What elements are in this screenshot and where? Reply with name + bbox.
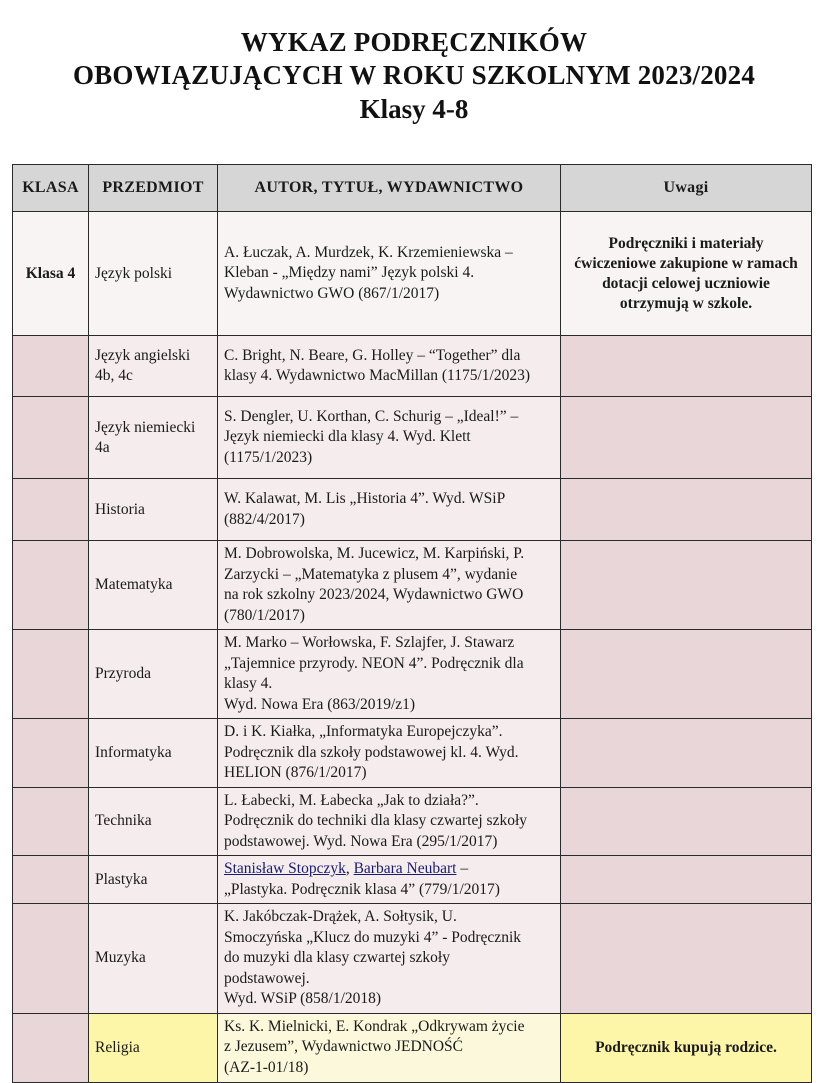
author-line: A. Łuczak, A. Murdzek, K. Krzemieniewska – bbox=[224, 243, 513, 261]
author-line bbox=[224, 859, 554, 880]
cell-przedmiot bbox=[89, 856, 218, 904]
author-line: (1175/1/2023) bbox=[224, 448, 313, 466]
table-header-row bbox=[13, 165, 812, 212]
cell-uwagi bbox=[561, 719, 812, 788]
author-line: C. Bright, N. Beare, G. Holley – “Together” dla bbox=[224, 346, 521, 364]
cell-autor bbox=[218, 1013, 561, 1082]
author-line: M. Dobrowolska, M. Jucewicz, M. Karpiński, P. bbox=[224, 545, 525, 562]
author-line: K. Jakóbczak-Drążek, A. Sołtysik, U. bbox=[224, 908, 457, 925]
link-tail: – bbox=[456, 860, 469, 877]
author-link[interactable]: Stanisław Stopczyk bbox=[224, 860, 346, 877]
cell-przedmiot bbox=[89, 541, 218, 630]
subject-line: Religia bbox=[95, 1038, 140, 1056]
header-autor: AUTOR, TYTUŁ, WYDAWNICTWO bbox=[218, 165, 561, 212]
note-line: otrzymują w szkole. bbox=[619, 294, 753, 312]
cell-uwagi bbox=[561, 856, 812, 904]
cell-uwagi bbox=[561, 630, 812, 719]
author-line: Wydawnictwo GWO (867/1/2017) bbox=[224, 284, 440, 302]
cell-przedmiot bbox=[89, 630, 218, 719]
note-line: ćwiczeniowe zakupione w ramach bbox=[574, 254, 798, 272]
author-line: Kleban - „Między nami” Język polski 4. bbox=[224, 264, 475, 282]
subject-line: Język niemiecki bbox=[95, 418, 196, 436]
table-row bbox=[13, 212, 812, 336]
author-line: (AZ-1-01/18) bbox=[224, 1058, 309, 1076]
cell-uwagi bbox=[561, 397, 812, 479]
author-line: podstawowej. bbox=[224, 969, 310, 987]
cell-klasa bbox=[13, 1013, 89, 1082]
cell-klasa bbox=[13, 479, 89, 541]
cell-przedmiot bbox=[89, 1013, 218, 1082]
cell-klasa bbox=[13, 904, 89, 1014]
author-line: Język niemiecki dla klasy 4. Wyd. Klett bbox=[224, 428, 471, 446]
author-line: „Tajemnice przyrody. NEON 4”. Podręcznik dla bbox=[224, 654, 524, 672]
author-link[interactable]: Barbara Neubart bbox=[353, 860, 457, 877]
author-line: Wyd. Nowa Era (863/2019/z1) bbox=[224, 695, 416, 713]
cell-przedmiot bbox=[89, 787, 218, 856]
subject-line: 4b, 4c bbox=[95, 367, 133, 384]
table-row bbox=[13, 630, 812, 719]
cell-klasa bbox=[13, 787, 89, 856]
title-line-1: WYKAZ PODRĘCZNIKÓW bbox=[240, 27, 588, 57]
author-line: (882/4/2017) bbox=[224, 510, 305, 528]
author-line: D. i K. Kiałka, „Informatyka Europejczyka”. bbox=[224, 723, 503, 740]
cell-autor bbox=[218, 541, 561, 630]
author-line: z Jezusem”, Wydawnictwo JEDNOŚĆ bbox=[224, 1038, 463, 1056]
author-line: M. Marko – Worłowska, F. Szlajfer, J. Stawarz bbox=[224, 634, 515, 651]
subject-line: Historia bbox=[95, 500, 145, 518]
cell-autor bbox=[218, 630, 561, 719]
author-line: klasy 4. bbox=[224, 675, 273, 692]
cell-klasa bbox=[13, 719, 89, 788]
table-row bbox=[13, 336, 812, 397]
cell-uwagi bbox=[561, 541, 812, 630]
header-przedmiot: PRZEDMIOT bbox=[89, 165, 218, 212]
title-line-2: OBOWIĄZUJĄCYCH W ROKU SZKOLNYM 2023/2024 bbox=[72, 60, 756, 90]
author-line: klasy 4. Wydawnictwo MacMillan (1175/1/2023) bbox=[224, 367, 531, 384]
cell-klasa: Klasa 4 bbox=[13, 212, 89, 336]
cell-klasa bbox=[13, 630, 89, 719]
table-body bbox=[13, 212, 812, 1083]
cell-uwagi bbox=[561, 787, 812, 856]
author-line: do muzyki dla klasy czwartej szkoły bbox=[224, 949, 450, 966]
note-line: Podręczniki i materiały bbox=[608, 234, 764, 252]
subject-line: Informatyka bbox=[95, 743, 172, 761]
author-line: Ks. K. Mielnicki, E. Kondrak „Odkrywam życie bbox=[224, 1017, 525, 1035]
cell-autor bbox=[218, 719, 561, 788]
author-line: Podręcznik dla szkoły podstawowej kl. 4. Wyd. bbox=[224, 743, 519, 761]
cell-przedmiot bbox=[89, 904, 218, 1014]
author-line: Smoczyńska „Klucz do muzyki 4” - Podręcznik bbox=[224, 928, 521, 946]
subject-line: Język angielski bbox=[95, 347, 191, 364]
cell-klasa bbox=[13, 856, 89, 904]
subject-line: Język polski bbox=[95, 264, 173, 282]
subject-line: Muzyka bbox=[95, 949, 146, 967]
cell-uwagi bbox=[561, 1013, 812, 1082]
table-row bbox=[13, 1013, 812, 1082]
cell-przedmiot bbox=[89, 397, 218, 479]
cell-przedmiot bbox=[89, 336, 218, 397]
link-separator: , bbox=[345, 860, 354, 877]
cell-uwagi bbox=[561, 479, 812, 541]
subject-line: Matematyka bbox=[95, 576, 173, 593]
author-line: Zarzycki – „Matematyka z plusem 4”, wydanie bbox=[224, 565, 518, 583]
document-title bbox=[0, 0, 828, 126]
note-line: Podręcznik kupują rodzice. bbox=[595, 1038, 777, 1056]
author-line: (780/1/2017) bbox=[224, 606, 305, 624]
header-klasa: KLASA bbox=[13, 165, 89, 212]
cell-uwagi bbox=[561, 904, 812, 1014]
author-line: Podręcznik do techniki dla klasy czwartej szkoły bbox=[224, 812, 528, 829]
cell-klasa bbox=[13, 336, 89, 397]
table-row bbox=[13, 541, 812, 630]
table-row bbox=[13, 397, 812, 479]
subject-line: Plastyka bbox=[95, 870, 148, 888]
header-uwagi: Uwagi bbox=[561, 165, 812, 212]
subject-line: Technika bbox=[95, 812, 152, 830]
cell-autor bbox=[218, 904, 561, 1014]
cell-autor bbox=[218, 336, 561, 397]
cell-przedmiot bbox=[89, 212, 218, 336]
cell-klasa bbox=[13, 541, 89, 630]
cell-autor bbox=[218, 856, 561, 904]
subject-line: Przyroda bbox=[95, 665, 151, 682]
title-line-3: Klasy 4-8 bbox=[359, 94, 469, 124]
cell-autor bbox=[218, 479, 561, 541]
cell-przedmiot bbox=[89, 479, 218, 541]
table-row bbox=[13, 856, 812, 904]
author-line: L. Łabecki, M. Łabecka „Jak to działa?”. bbox=[224, 791, 479, 809]
author-line: podstawowej. Wyd. Nowa Era (295/1/2017) bbox=[224, 832, 498, 850]
cell-autor bbox=[218, 787, 561, 856]
cell-uwagi bbox=[561, 336, 812, 397]
author-line: HELION (876/1/2017) bbox=[224, 764, 367, 781]
table-row bbox=[13, 787, 812, 856]
cell-klasa bbox=[13, 397, 89, 479]
table-row bbox=[13, 719, 812, 788]
author-line: „Plastyka. Podręcznik klasa 4” (779/1/2017) bbox=[224, 880, 500, 898]
textbook-table bbox=[12, 164, 812, 1083]
table-row bbox=[13, 479, 812, 541]
note-line: dotacji celowej uczniowie bbox=[602, 274, 770, 292]
cell-uwagi bbox=[561, 212, 812, 336]
cell-autor bbox=[218, 397, 561, 479]
author-line: na rok szkolny 2023/2024, Wydawnictwo GWO bbox=[224, 586, 524, 603]
subject-line: 4a bbox=[95, 438, 110, 456]
table-row bbox=[13, 904, 812, 1014]
cell-autor bbox=[218, 212, 561, 336]
author-line: S. Dengler, U. Korthan, C. Schurig – „Ideal!” – bbox=[224, 407, 519, 425]
cell-przedmiot bbox=[89, 719, 218, 788]
author-line: W. Kalawat, M. Lis „Historia 4”. Wyd. WSiP bbox=[224, 490, 506, 507]
author-line: Wyd. WSiP (858/1/2018) bbox=[224, 990, 382, 1007]
